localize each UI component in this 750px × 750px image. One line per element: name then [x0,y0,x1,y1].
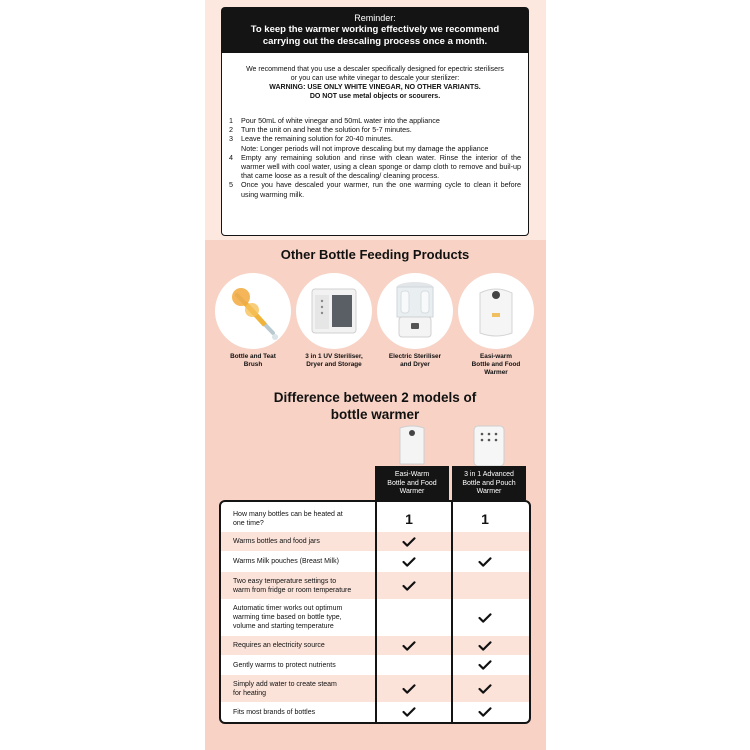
step-item [229,153,521,181]
cell-advanced [447,638,523,654]
step-text: Once you have descaled your warmer, run the one warming cycle to clean it before using warming milk. [241,180,521,199]
step-number: 4 [229,152,233,162]
step-item [229,125,521,134]
steps-list [229,116,521,199]
cell-easi-warm [371,578,447,594]
step-item [229,134,521,143]
row-question [221,577,371,595]
product-label-line: Brush [243,361,263,368]
product-label-line: Easi-warm [480,353,512,360]
check-icon [478,557,492,567]
product-bottle-brush[interactable] [214,273,292,369]
comparison-heading-line-1: Difference between 2 models of [273,390,477,405]
check-icon [478,641,492,651]
cell-advanced [447,610,523,626]
descaling-instructions [221,52,529,236]
row-question-line: How many bottles can be heated at [233,511,343,518]
note-line-2: or you can use white vinegar to descale your sterilizer: [290,75,460,82]
row-question-line: one time? [233,520,264,527]
step-text: Note: Longer periods will not improve descaling but my damage the appliance [241,143,489,153]
row-question: Warms bottles and food jars [233,538,320,545]
column-header-line: Bottle and Food [387,479,437,487]
reminder-header [221,7,529,52]
check-icon [478,684,492,694]
reminder-title: Reminder: [354,13,396,23]
column-header-line: Bottle and Pouch [462,479,516,487]
column-divider [451,502,453,724]
product-easi-warm[interactable] [457,273,535,377]
product-uv-steriliser[interactable] [295,273,373,369]
products-heading: Other Bottle Feeding Products [280,247,470,262]
row-question: Gently warms to protect nutrients [233,661,336,669]
cell-advanced [447,681,523,697]
row-question [221,680,371,698]
row-question-line: for heating [233,689,267,697]
reminder-line-2: carrying out the descaling process once a month. [262,36,488,47]
bottle-brush-image [215,273,291,349]
column-header-line: Warmer [399,488,425,495]
row-question: Requires an electricity source [233,642,325,649]
step-number: 5 [229,180,233,190]
advanced-warmer-image [452,424,526,466]
product-label-line: Bottle and Teat [230,353,276,360]
cell-easi-warm [371,554,447,570]
electric-steriliser-image [377,273,453,349]
reminder-line-1: To keep the warmer working effectively we recommend [250,24,500,35]
step-item [229,116,521,125]
cell-advanced: 1 [481,511,489,527]
step-text: Pour 50mL of white vinegar and 50mL water into the appliance [241,116,440,125]
step-text: Empty any remaining solution and rinse with clean water. Rinse the interior of the warmer well with cool water, using a clean sponge or damp cloth to remove and buil-up that came loose as a result of the descaling/ cleaning process. [241,152,521,181]
step-text: Turn the unit on and heat the solution for 5-7 minutes. [241,125,412,135]
check-icon [402,537,416,547]
cell-advanced [447,657,523,673]
row-question-line: Two easy temperature settings to [233,577,337,585]
step-item [229,180,521,198]
check-icon [478,707,492,717]
comparison-heading [240,389,510,423]
check-icon [402,581,416,591]
check-icon [478,660,492,670]
column-header-easi-warm [375,466,449,500]
product-label-line: Bottle and Food [471,361,521,368]
check-icon [478,613,492,623]
column-divider [375,502,377,724]
warning-line-2: DO NOT use metal objects or scourers. [309,93,441,100]
check-icon [402,641,416,651]
column-header-advanced [452,466,526,500]
row-question-line: warm from fridge or room temperature [233,586,352,594]
cell-easi-warm [371,704,447,720]
row-question-line: Automatic timer works out optimum [233,605,343,612]
row-question-line: warming time based on bottle type, [233,614,342,621]
cell-advanced [447,554,523,570]
product-label-line: 3 in 1 UV Steriliser, [305,353,363,360]
row-question [221,604,371,631]
check-icon [402,707,416,717]
product-label-line: Warmer [484,369,508,376]
column-header-line: 3 in 1 Advanced [464,471,514,478]
cell-easi-warm [371,534,447,550]
step-number: 3 [229,134,233,144]
note-line-1: We recommend that you use a descaler specifically designed for epectric sterilisers [246,66,504,73]
cell-easi-warm [371,638,447,654]
step-number: 2 [229,125,233,135]
product-label-line: and Dryer [400,361,430,368]
product-electric-steriliser[interactable] [376,273,454,369]
easi-warm-image [458,273,534,349]
row-question: Warms Milk pouches (Breast Milk) [233,558,339,565]
row-question-line: volume and starting temperature [233,623,334,630]
cell-easi-warm: 1 [405,511,413,527]
row-question-line: Simply add water to create steam [233,680,337,688]
easi-warm-warmer-image [375,424,449,466]
product-label-line: Dryer and Storage [306,361,362,368]
comparison-table [219,500,531,724]
column-header-line: Warmer [476,488,502,495]
cell-advanced [447,704,523,720]
step-number [229,144,241,153]
comparison-heading-line-2: bottle warmer [330,407,420,422]
descaler-note [222,65,528,101]
row-question: Fits most brands of bottles [233,708,316,716]
check-icon [402,684,416,694]
step-number: 1 [229,116,233,125]
product-label-line: Electric Steriliser [388,353,442,360]
cell-easi-warm [371,681,447,697]
uv-steriliser-image [296,273,372,349]
column-header-line: Easi-Warm [394,471,430,478]
step-item [229,144,521,153]
check-icon [402,557,416,567]
step-text: Leave the remaining solution for 20-40 minutes. [241,134,393,144]
row-question [221,510,371,528]
warning-line-1: WARNING: USE ONLY WHITE VINEGAR, NO OTHER VARIANTS. [269,84,481,91]
